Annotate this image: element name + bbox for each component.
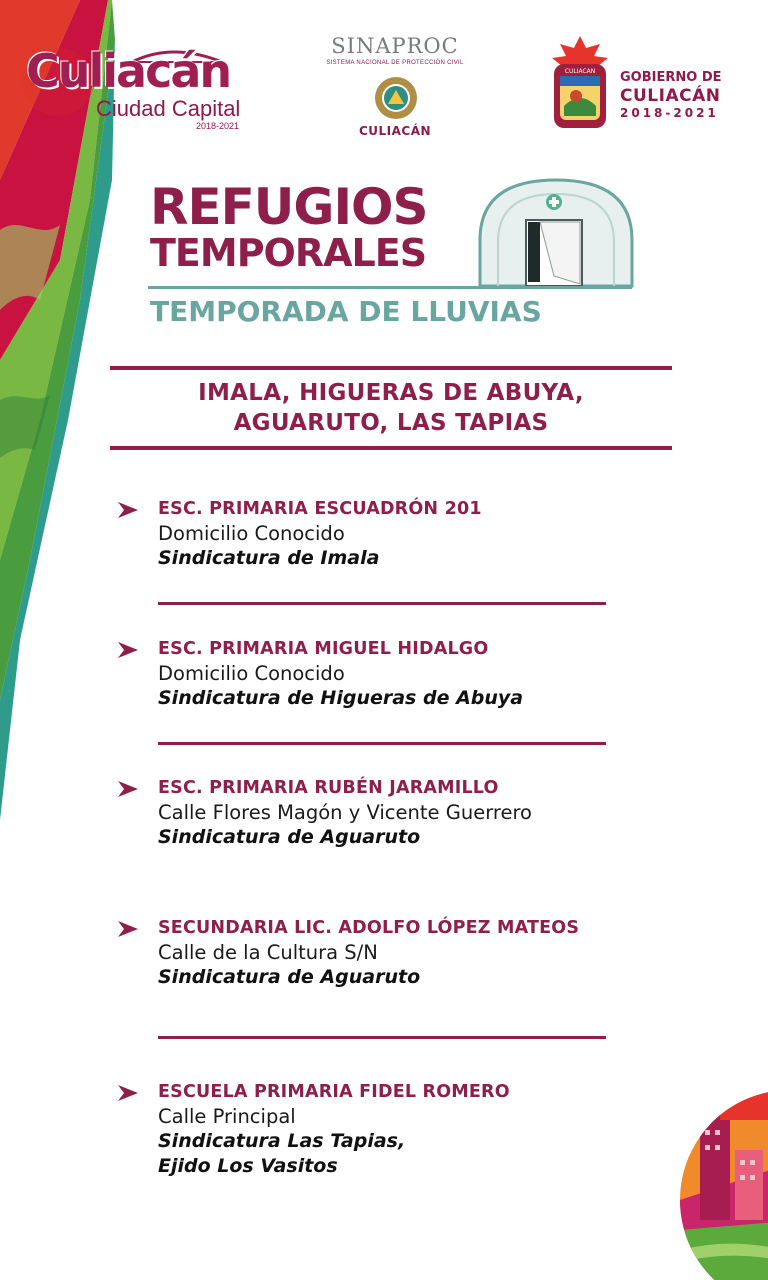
shelter-place: Sindicatura de Imala: [158, 547, 380, 569]
shield-label: CULIACAN: [564, 68, 596, 75]
civil-protection-seal-icon: [374, 76, 418, 120]
shelter-place: Sindicatura de Higueras de Abuya: [158, 687, 524, 709]
coat-of-arms-icon: [548, 36, 612, 132]
gobierno-line2: CULIACÁN: [620, 86, 721, 106]
shelter-name: ESC. PRIMARIA MIGUEL HIDALGO: [158, 639, 489, 659]
sinaproc-title: SINAPROC: [331, 34, 459, 58]
chevron-right-icon: [118, 502, 138, 518]
list-item: [118, 1080, 658, 1180]
title-temporales: TEMPORALES: [150, 231, 427, 275]
list-separator: [158, 602, 606, 605]
title-temporada: TEMPORADA DE LLUVIAS: [150, 295, 542, 328]
list-item: [118, 637, 658, 717]
sinaproc-subtitle: SISTEMA NACIONAL DE PROTECCIÓN CIVIL: [326, 60, 464, 66]
chevron-right-icon: [118, 642, 138, 658]
logo-culiacan-word: Culiacán: [26, 44, 231, 98]
region-line2: AGUARUTO, LAS TAPIAS: [233, 410, 549, 436]
shelter-address: Domicilio Conocido: [158, 522, 345, 545]
title-underline: [148, 286, 632, 289]
chevron-right-icon: [118, 921, 138, 937]
shelter-address: Domicilio Conocido: [158, 662, 345, 685]
list-item: [118, 916, 658, 996]
gobierno-line1: GOBIERNO DE: [620, 70, 722, 85]
shelter-address: Calle Principal: [158, 1105, 296, 1128]
shelter-dome-icon: [476, 176, 636, 288]
shelter-name: ESC. PRIMARIA ESCUADRÓN 201: [158, 499, 482, 519]
shelter-address: Calle Flores Magón y Vicente Guerrero: [158, 801, 532, 824]
shelter-place: Sindicatura de Aguaruto: [158, 966, 421, 988]
region-heading: [110, 378, 672, 438]
shelter-place: Sindicatura de Aguaruto: [158, 826, 421, 848]
list-separator: [158, 742, 606, 745]
shelter-name: SECUNDARIA LIC. ADOLFO LÓPEZ MATEOS: [158, 918, 580, 938]
shelter-place-line2: Ejido Los Vasitos: [158, 1155, 338, 1177]
shelter-name: ESC. PRIMARIA RUBÉN JARAMILLO: [158, 778, 499, 798]
chevron-right-icon: [118, 781, 138, 797]
gobierno-culiacan-logo: [620, 70, 722, 120]
list-item: [118, 776, 658, 856]
sinaproc-city: CULIACÁN: [358, 124, 432, 138]
chevron-right-icon: [118, 1085, 138, 1101]
region-bottom-rule: [110, 446, 672, 450]
shelter-place: Sindicatura Las Tapias,: [158, 1130, 406, 1152]
logo-years: 2018-2021: [196, 121, 240, 131]
title-refugios: REFUGIOS: [150, 178, 428, 236]
region-top-rule: [110, 366, 672, 370]
shelter-address: Calle de la Cultura S/N: [158, 941, 378, 964]
logo-ciudad-capital: Ciudad Capital: [96, 96, 241, 121]
list-separator: [158, 1036, 606, 1039]
region-line1: IMALA, HIGUERAS DE ABUYA,: [198, 380, 584, 406]
shelter-name: ESCUELA PRIMARIA FIDEL ROMERO: [158, 1082, 510, 1102]
list-item: [118, 497, 658, 577]
gobierno-years: 2018-2021: [620, 106, 719, 120]
